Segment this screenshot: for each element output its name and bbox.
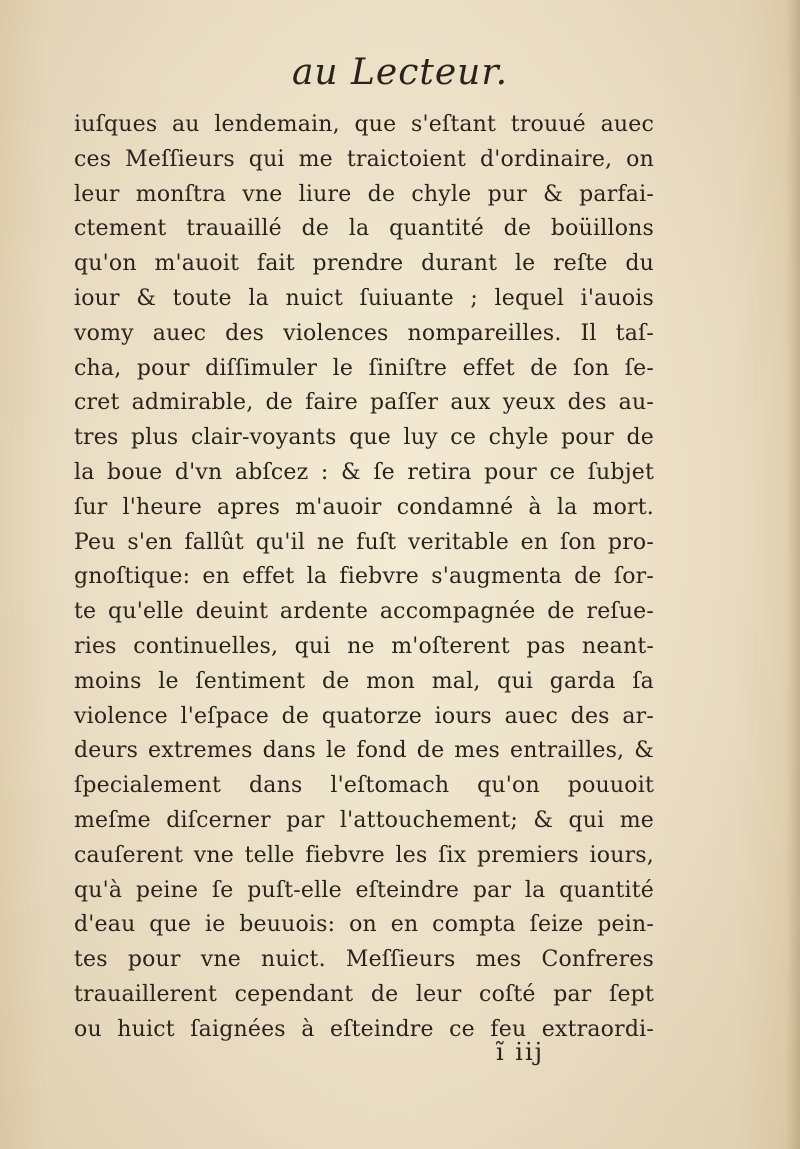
text-line: cauſerent vne telle fiebvre les ſix premiers iours, <box>74 842 654 868</box>
text-line: trauaillerent cependant de leur coſté par ſept <box>74 981 654 1007</box>
text-line: d'eau que ie beuuois: on en compta ſeize pein- <box>74 912 654 938</box>
text-line: ſur l'heure apres m'auoir condamné à la mort. <box>74 494 654 520</box>
text-line: ſpecialement dans l'eſtomach qu'on pouuoit <box>74 773 654 799</box>
signature-mark: ĩ iij <box>496 1038 545 1066</box>
text-line: tes pour vne nuict. Meſſieurs mes Confreres <box>74 947 654 973</box>
text-line: vomy auec des violences nompareilles. Il taſ- <box>74 320 654 346</box>
text-line: la boue d'vn abſcez : & ſe retira pour ce ſubjet <box>74 459 654 485</box>
text-line: iuſques au lendemain, que s'eſtant trouué auec <box>74 112 654 137</box>
text-line: Peu s'en fallût qu'il ne fuſt veritable en ſon pro- <box>74 529 654 555</box>
running-head: au Lecteur. <box>291 52 509 93</box>
text-line: deurs extremes dans le fond de mes entrailles, & <box>74 738 654 764</box>
text-line: cret admirable, de faire paſſer aux yeux des au- <box>74 390 654 416</box>
text-line: meſme diſcerner par l'attouchement; & qui me <box>74 807 654 833</box>
text-line: moins le ſentiment de mon mal, qui garda ſa <box>74 668 654 694</box>
text-line: ou huict ſaignées à eſteindre ce feu extraordi- <box>74 1016 654 1042</box>
text-line: ries continuelles, qui ne m'oſterent pas neant- <box>74 633 654 659</box>
text-line: violence l'eſpace de quatorze iours auec des ar- <box>74 703 654 729</box>
text-line: gnoſtique: en effet la fiebvre s'augmenta de ſor- <box>74 564 654 590</box>
text-line: ces Meſſieurs qui me traictoient d'ordinaire, on <box>74 146 654 172</box>
text-line: ctement trauaillé de la quantité de boüillons <box>74 216 654 242</box>
text-line: te qu'elle deuint ardente accompagnée de reſue- <box>74 599 654 625</box>
text-line: qu'on m'auoit fait prendre durant le reſte du <box>74 251 654 277</box>
text-line: tres plus clair-voyants que luy ce chyle pour de <box>74 425 654 451</box>
text-line: leur monſtra vne liure de chyle pur & parfai- <box>74 181 654 207</box>
text-block <box>74 108 654 1048</box>
text-line: cha, pour diſſimuler le ſiniſtre effet de ſon ſe- <box>74 355 654 381</box>
text-line: iour & toute la nuict ſuiuante ; lequel i'auois <box>74 285 654 311</box>
text-line: qu'à peine ſe puſt-elle eſteindre par la quantité <box>74 877 654 903</box>
